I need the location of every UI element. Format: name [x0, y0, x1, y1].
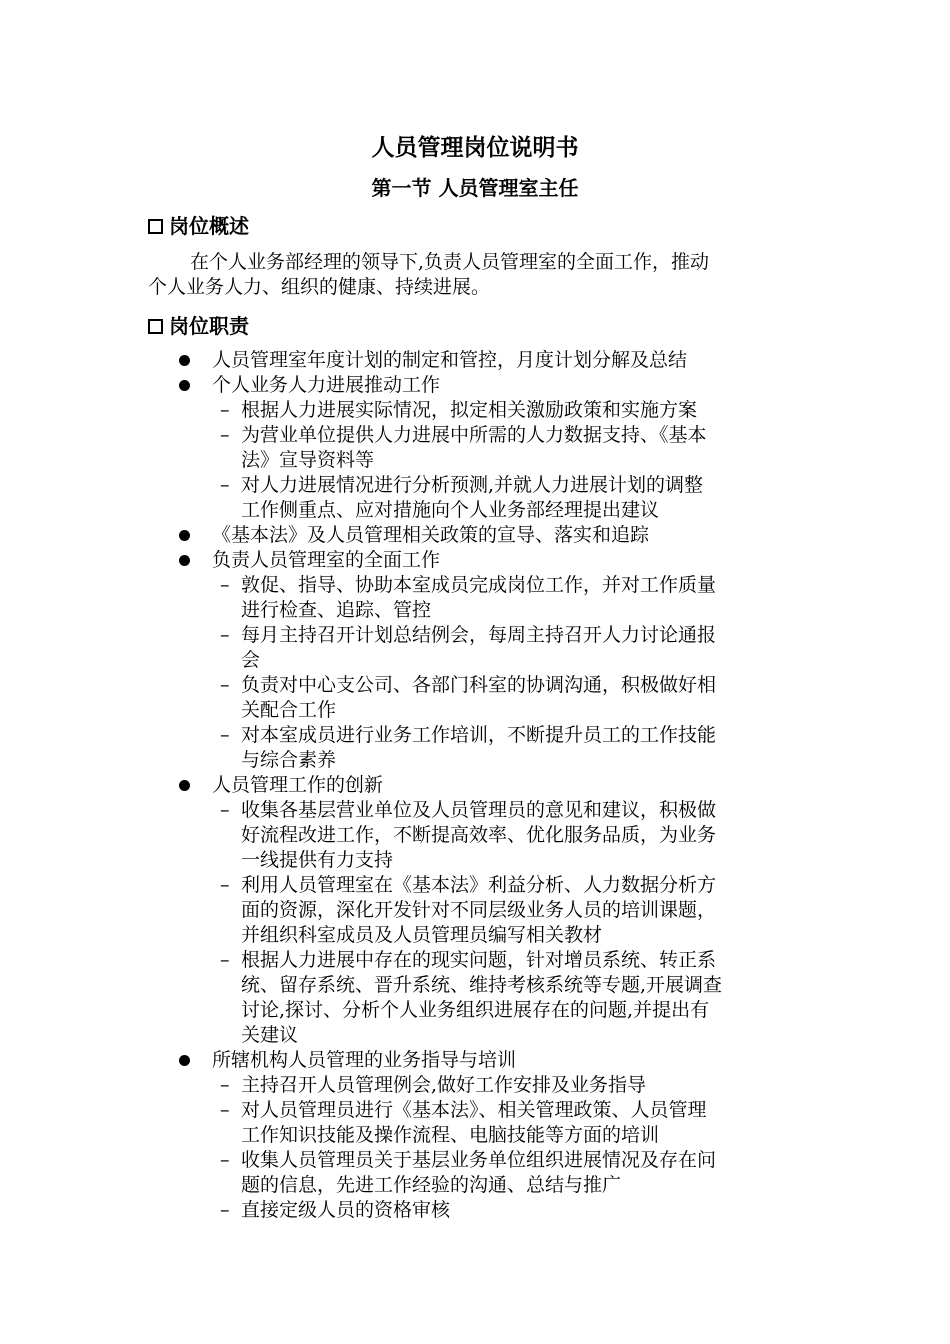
duty-subitem-text: 每月主持召开计划总结例会，每周主持召开人力讨论通报 — [241, 624, 717, 646]
duty-item-text: 负责人员管理室的全面工作 — [212, 549, 441, 571]
duty-item — [148, 548, 848, 573]
duty-subitem — [148, 423, 848, 473]
duty-subitem-text: 对人员管理员进行《基本法》、相关管理政策、人员管理 — [241, 1099, 707, 1121]
document-title: 人员管理岗位说明书 — [371, 135, 579, 161]
duty-subitem-text: 讨论,探讨、分析个人业务组织进展存在的问题,并提出有 — [241, 999, 710, 1021]
duties-heading-text: 岗位职责 — [169, 314, 249, 338]
duty-item — [148, 773, 848, 798]
dash-marker-icon: – — [220, 474, 230, 496]
duty-subitem-text: 主持召开人员管理例会,做好工作安排及业务指导 — [241, 1074, 647, 1096]
bullet-dot-icon — [179, 1055, 190, 1066]
dash-marker-icon: – — [220, 624, 230, 646]
dash-marker-icon: – — [220, 1074, 230, 1096]
dash-marker-icon: – — [220, 674, 230, 696]
duty-item-text: 人员管理工作的创新 — [212, 774, 384, 796]
duty-item — [148, 523, 848, 548]
dash-marker-icon: – — [220, 1199, 230, 1221]
overview-paragraph — [148, 250, 808, 300]
duty-subitem-text: 法》宣导资料等 — [241, 449, 375, 471]
duty-subitem — [148, 798, 848, 873]
duty-subitem-text: 敦促、指导、协助本室成员完成岗位工作，并对工作质量 — [241, 574, 717, 596]
duty-item — [148, 1048, 848, 1073]
dash-marker-icon: – — [220, 399, 230, 421]
duty-subitem-text: 对人力进展情况进行分析预测,并就人力进展计划的调整 — [241, 474, 704, 496]
duty-subitem-text: 收集人员管理员关于基层业务单位组织进展情况及存在问 — [241, 1149, 717, 1171]
dash-marker-icon: – — [220, 949, 230, 971]
duty-subitem-text: 统、留存系统、晋升系统、维持考核系统等专题,开展调查 — [241, 974, 723, 996]
duty-subitem-text: 负责对中心支公司、各部门科室的协调沟通，积极做好相 — [241, 674, 717, 696]
checkbox-square-icon — [148, 319, 163, 334]
bullet-dot-icon — [179, 380, 190, 391]
duty-subitem-text: 利用人员管理室在《基本法》利益分析、人力数据分析方 — [241, 874, 717, 896]
duty-subitem-text: 题的信息，先进工作经验的沟通、总结与推广 — [241, 1174, 622, 1196]
duty-subitem — [148, 1198, 848, 1223]
overview-line: 在个人业务部经理的领导下,负责人员管理室的全面工作，推动 — [190, 251, 710, 273]
duty-subitem-text: 直接定级人员的资格审核 — [241, 1199, 451, 1221]
bullet-dot-icon — [179, 555, 190, 566]
section-title: 第一节 人员管理室主任 — [371, 176, 579, 200]
duty-subitem-text: 并组织科室成员及人员管理员编写相关教材 — [241, 924, 603, 946]
duty-subitem-text: 对本室成员进行业务工作培训，不断提升员工的工作技能 — [241, 724, 717, 746]
duty-subitem-text: 一线提供有力支持 — [241, 849, 394, 871]
duty-item-text: 《基本法》及人员管理相关政策的宣导、落实和追踪 — [212, 524, 650, 546]
overview-line: 个人业务人力、组织的健康、持续进展。 — [148, 276, 491, 298]
duty-subitem-text: 工作知识技能及操作流程、电脑技能等方面的培训 — [241, 1124, 660, 1146]
dash-marker-icon: – — [220, 574, 230, 596]
duty-subitem — [148, 1098, 848, 1148]
checkbox-square-icon — [148, 219, 163, 234]
duty-subitem — [148, 723, 848, 773]
duty-subitem-text: 面的资源，深化开发针对不同层级业务人员的培训课题， — [241, 899, 717, 921]
duty-subitem — [148, 473, 848, 523]
duties-heading — [148, 312, 249, 340]
duty-subitem-text: 根据人力进展实际情况，拟定相关激励政策和实施方案 — [241, 399, 698, 421]
dash-marker-icon: – — [220, 1099, 230, 1121]
overview-heading — [148, 212, 249, 240]
duty-subitem-text: 收集各基层营业单位及人员管理员的意见和建议，积极做 — [241, 799, 717, 821]
duty-subitem-text: 进行检查、追踪、管控 — [241, 599, 432, 621]
duty-subitem-text: 关建议 — [241, 1024, 299, 1046]
dash-marker-icon: – — [220, 724, 230, 746]
duty-subitem-text: 为营业单位提供人力进展中所需的人力数据支持、《基本 — [241, 424, 707, 446]
overview-heading-text: 岗位概述 — [169, 214, 249, 238]
dash-marker-icon: – — [220, 799, 230, 821]
bullet-dot-icon — [179, 530, 190, 541]
duty-subitem-text: 会 — [241, 649, 261, 671]
duty-item — [148, 348, 848, 373]
duty-subitem — [148, 573, 848, 623]
duty-item-text: 所辖机构人员管理的业务指导与培训 — [212, 1049, 517, 1071]
duty-subitem-text: 与综合素养 — [241, 749, 337, 771]
duty-subitem — [148, 1073, 848, 1098]
duty-subitem — [148, 623, 848, 673]
duty-subitem-text: 工作侧重点、应对措施向个人业务部经理提出建议 — [241, 499, 660, 521]
duty-subitem — [148, 1148, 848, 1198]
duty-subitem-text: 关配合工作 — [241, 699, 337, 721]
dash-marker-icon: – — [220, 424, 230, 446]
duty-subitem-text: 根据人力进展中存在的现实问题，针对增员系统、转正系 — [241, 949, 717, 971]
duty-subitem — [148, 398, 848, 423]
duty-item-text: 人员管理室年度计划的制定和管控，月度计划分解及总结 — [212, 349, 688, 371]
bullet-dot-icon — [179, 355, 190, 366]
duty-subitem — [148, 673, 848, 723]
dash-marker-icon: – — [220, 874, 230, 896]
dash-marker-icon: – — [220, 1149, 230, 1171]
duty-subitem — [148, 873, 848, 948]
duty-subitem — [148, 948, 848, 1048]
bullet-dot-icon — [179, 780, 190, 791]
duty-item — [148, 373, 848, 398]
duties-list — [148, 348, 848, 1223]
duty-item-text: 个人业务人力进展推动工作 — [212, 374, 441, 396]
duty-subitem-text: 好流程改进工作，不断提高效率、优化服务品质，为业务 — [241, 824, 717, 846]
